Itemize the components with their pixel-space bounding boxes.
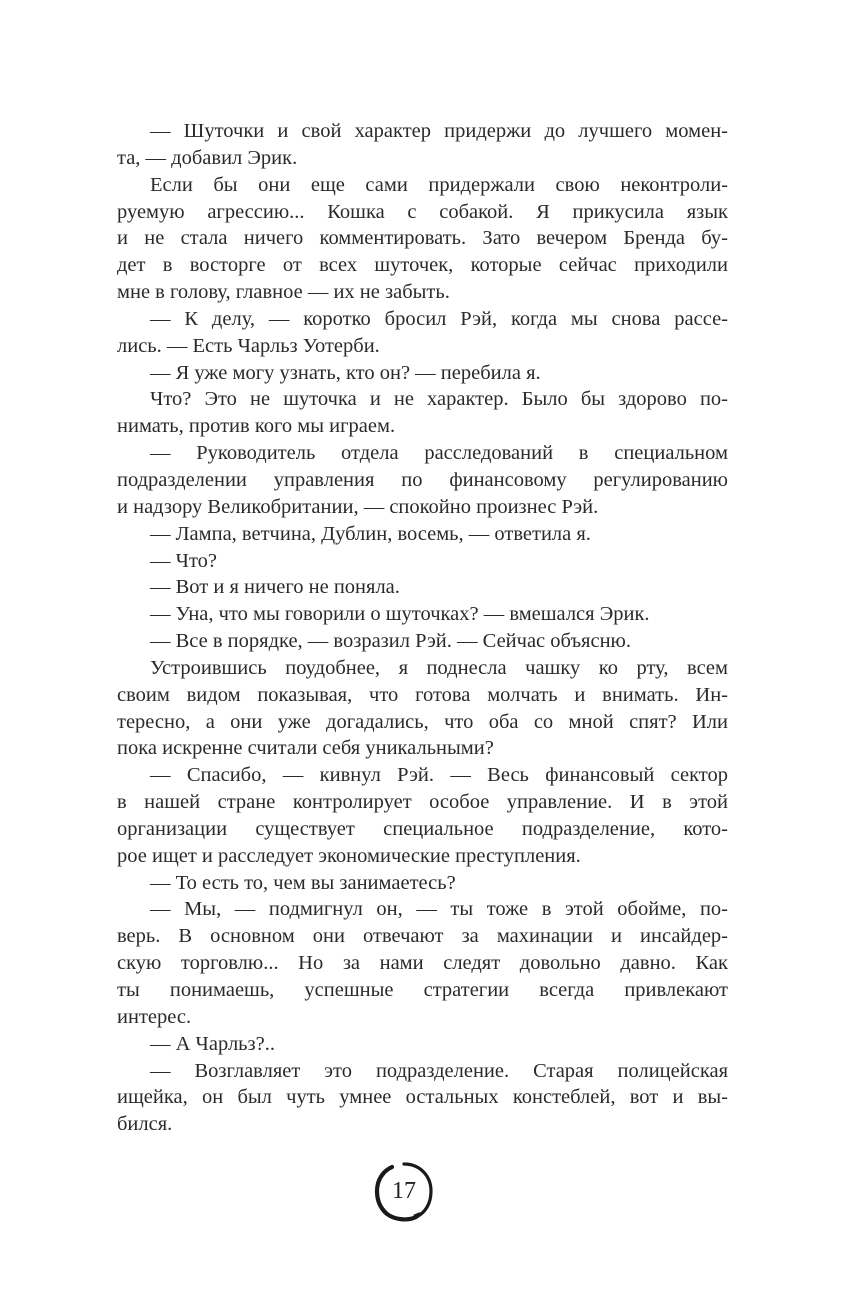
paragraph [117, 440, 728, 521]
paragraph [117, 574, 728, 601]
text-line: руемую агрессию... Кошка с собакой. Я прикусила язык [117, 200, 728, 223]
text-line: — То есть то, чем вы занимаетесь? [150, 871, 456, 894]
text-line: Если бы они еще сами придержали свою неконтроли- [150, 173, 728, 196]
text-line: — Все в порядке, — возразил Рэй. — Сейчас объясню. [150, 630, 631, 653]
paragraph [117, 601, 728, 628]
text-line: — Что? [150, 549, 217, 572]
text-line: Что? Это не шуточка и не характер. Было бы здорово по- [150, 388, 728, 411]
paragraph [117, 548, 728, 575]
text-line: — Руководитель отдела расследований в специальном [150, 442, 728, 465]
text-line: организации существует специальное подразделение, кото- [117, 817, 728, 840]
text-line: лись. — Есть Чарльз Уотерби. [117, 334, 380, 357]
text-line: — Вот и я ничего не поняла. [150, 576, 400, 599]
text-line: подразделении управления по финансовому регулированию [117, 468, 728, 491]
text-line: тересно, а они уже догадались, что оба со мной спят? Или [117, 710, 728, 733]
text-line: ты понимаешь, успешные стратегии всегда привлекают [117, 979, 728, 1001]
paragraph [117, 118, 728, 172]
text-line: бился. [117, 1113, 173, 1136]
paragraph [117, 655, 728, 762]
paragraph [117, 1058, 728, 1139]
text-line: своим видом показывая, что готова молчать и внимать. Ин- [117, 683, 728, 706]
text-line: — Шуточки и свой характер придержи до лучшего момен- [150, 120, 728, 142]
text-line: рое ищет и расследует экономические преступления. [117, 844, 581, 867]
page-body-text [117, 118, 728, 1138]
paragraph [117, 1031, 728, 1058]
page-number: 17 [392, 1178, 416, 1204]
paragraph [117, 896, 728, 1030]
paragraph [117, 521, 728, 548]
text-line: пока искренне считали себя уникальными? [117, 737, 494, 760]
paragraph [117, 386, 728, 440]
paragraph [117, 628, 728, 655]
paragraph [117, 762, 728, 869]
text-line: ищейка, он был чуть умнее остальных констеблей, вот и вы- [117, 1086, 728, 1109]
text-line: скую торговлю... Но за нами следят довольно давно. Как [117, 952, 728, 975]
text-line: верь. В основном они отвечают за махинации и инсайдер- [117, 925, 728, 948]
text-line: — К делу, — коротко бросил Рэй, когда мы снова рассе- [150, 307, 728, 330]
page-number-badge [373, 1160, 435, 1222]
text-line: нимать, против кого мы играем. [117, 415, 396, 438]
text-line: интерес. [117, 1005, 192, 1028]
paragraph [117, 360, 728, 387]
text-line: — Я уже могу узнать, кто он? — перебила я. [150, 361, 541, 384]
paragraph [117, 172, 728, 306]
text-line: мне в голову, главное — их не забыть. [117, 281, 450, 304]
text-line: — Мы, — подмигнул он, — ты тоже в этой обойме, по- [150, 898, 728, 921]
text-line: в нашей стране контролирует особое управление. И в этой [117, 791, 728, 814]
paragraph [117, 306, 728, 360]
text-line: — Спасибо, — кивнул Рэй. — Весь финансовый сектор [150, 764, 728, 787]
text-line: — Лампа, ветчина, Дублин, восемь, — ответила я. [150, 522, 591, 545]
text-line: — А Чарльз?.. [150, 1032, 275, 1055]
text-line: Устроившись поудобнее, я поднесла чашку ко рту, всем [150, 656, 728, 679]
text-line: та, — добавил Эрик. [117, 146, 298, 169]
text-line: — Возглавляет это подразделение. Старая полицейская [150, 1059, 728, 1082]
text-line: и не стала ничего комментировать. Зато вечером Бренда бу- [117, 227, 728, 250]
text-line: дет в восторге от всех шуточек, которые сейчас приходили [117, 254, 728, 277]
text-line: — Уна, что мы говорили о шуточках? — вмешался Эрик. [150, 603, 650, 626]
paragraph [117, 870, 728, 897]
text-line: и надзору Великобритании, — спокойно произнес Рэй. [117, 495, 599, 518]
